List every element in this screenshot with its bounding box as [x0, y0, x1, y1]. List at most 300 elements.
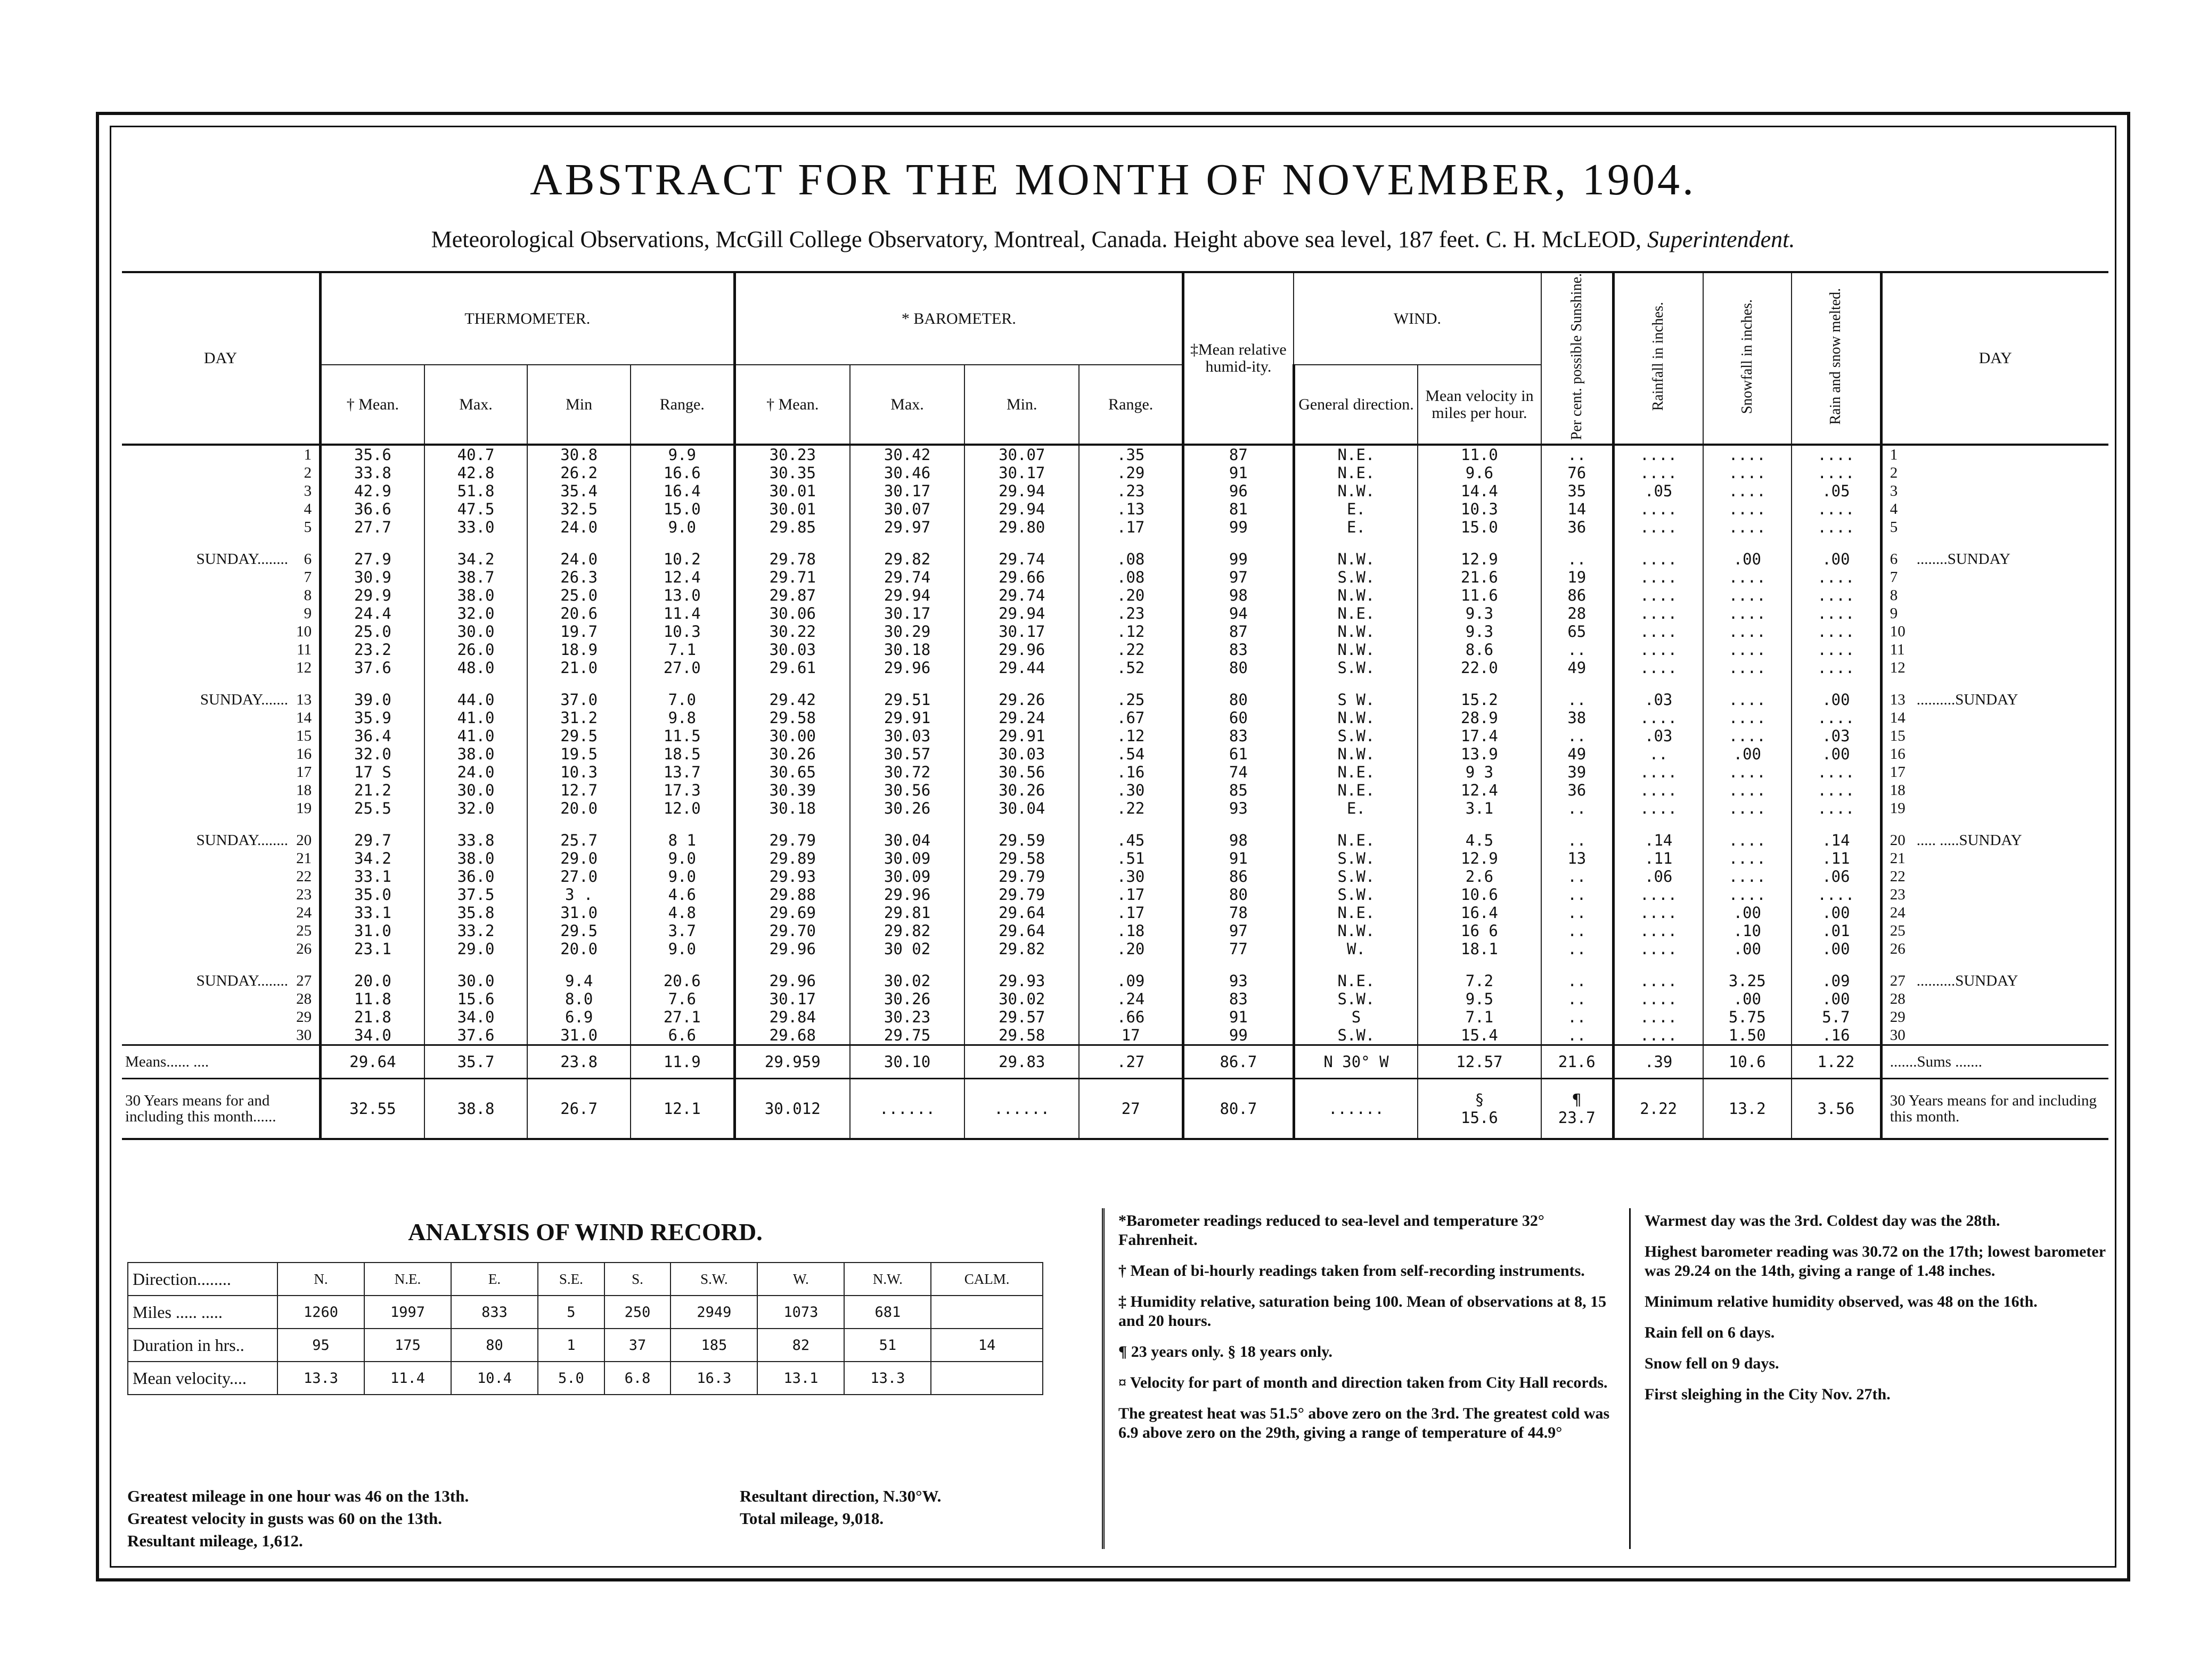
day-row — [122, 1008, 2108, 1026]
cell-t-min: 3 . — [527, 886, 631, 904]
cell-dir: S — [1294, 1008, 1418, 1026]
cell-snow: .... — [1703, 799, 1792, 817]
cell-hum: 86 — [1183, 867, 1294, 886]
header-t-mean: † Mean. — [321, 365, 424, 445]
day-number-right: 30 — [1890, 1027, 1906, 1044]
cell-b-max: 30.29 — [850, 622, 964, 641]
cell-hum: 85 — [1183, 781, 1294, 799]
cell-vel: 9.5 — [1418, 990, 1541, 1008]
cell-b-max: 30.57 — [850, 745, 964, 763]
cell-sun: .. — [1541, 922, 1614, 940]
cell-sun: 36 — [1541, 781, 1614, 799]
wind-notes-left — [127, 1485, 469, 1552]
cell-t-range: 18.5 — [631, 745, 734, 763]
cell-t-min: 19.5 — [527, 745, 631, 763]
wind-cell-duration: 80 — [451, 1329, 538, 1362]
cell-sun: .. — [1541, 972, 1614, 990]
cell-t-range: 27.1 — [631, 1008, 734, 1026]
day-row — [122, 781, 2108, 799]
total-mileage-note: Total mileage, 9,018. — [740, 1509, 884, 1528]
cell-melt: .00 — [1792, 745, 1881, 763]
cell-dir: N.E. — [1294, 464, 1418, 482]
wind-cell-duration: 14 — [931, 1329, 1043, 1362]
cell-t-max: 38.7 — [424, 568, 528, 586]
cell-b-mean: 30.35 — [734, 464, 850, 482]
cell-t-max: 47.5 — [424, 500, 528, 518]
cell-b-mean: 30.26 — [734, 745, 850, 763]
cell-t-range: 16.4 — [631, 482, 734, 500]
wind-cell-velocity: 11.4 — [364, 1362, 451, 1395]
cell-t-max: 37.6 — [424, 1026, 528, 1045]
cell-rain: .05 — [1613, 482, 1703, 500]
cell-b-mean: 29.84 — [734, 1008, 850, 1026]
day-label-right — [1881, 586, 2108, 604]
day-label-right — [1881, 781, 2108, 799]
cell-rain: .... — [1613, 568, 1703, 586]
day-number-right: 17 — [1890, 764, 1906, 781]
cell-hum: 60 — [1183, 709, 1294, 727]
header-t-range: Range. — [631, 365, 734, 445]
day-number-right: 10 — [1890, 623, 1906, 641]
years-label-right: 30 Years means for and including this month. — [1881, 1079, 2108, 1140]
cell-b-range: .52 — [1079, 659, 1183, 677]
remark-warmest: Warmest day was the 3rd. Coldest day was the 28th. — [1645, 1212, 2000, 1230]
cell-sun: 35 — [1541, 482, 1614, 500]
cell-dir: N.E. — [1294, 831, 1418, 849]
day-label — [122, 482, 321, 500]
day-label — [122, 763, 321, 781]
cell-rain: .... — [1613, 799, 1703, 817]
means-b-range: .27 — [1079, 1045, 1183, 1079]
footnote-mean: † Mean of bi-hourly readings taken from self-recording instruments. — [1118, 1262, 1585, 1280]
bottom-section — [122, 1208, 2108, 1560]
cell-sun: .. — [1541, 867, 1614, 886]
day-row — [122, 550, 2108, 568]
cell-t-min: 25.0 — [527, 586, 631, 604]
cell-b-range: .54 — [1079, 745, 1183, 763]
cell-snow: .... — [1703, 727, 1792, 745]
header-wind: WIND. — [1294, 272, 1541, 365]
cell-b-mean: 29.96 — [734, 940, 850, 958]
day-row — [122, 709, 2108, 727]
cell-vel: 15.2 — [1418, 691, 1541, 709]
cell-b-mean: 29.70 — [734, 922, 850, 940]
cell-t-max: 32.0 — [424, 604, 528, 622]
cell-t-mean: 33.1 — [321, 867, 424, 886]
cell-rain: .. — [1613, 745, 1703, 763]
cell-b-mean: 30.65 — [734, 763, 850, 781]
cell-b-min: 29.79 — [964, 886, 1079, 904]
day-row — [122, 799, 2108, 817]
day-label — [122, 904, 321, 922]
day-number-right: 6 — [1890, 551, 1898, 568]
cell-sun: .. — [1541, 727, 1614, 745]
cell-melt: .... — [1792, 659, 1881, 677]
cell-vel: 12.4 — [1418, 781, 1541, 799]
cell-b-max: 30.46 — [850, 464, 964, 482]
cell-b-range: .22 — [1079, 641, 1183, 659]
means-t-min: 23.8 — [527, 1045, 631, 1079]
cell-b-min: 29.57 — [964, 1008, 1079, 1026]
sunday-label-right: ........SUNDAY — [1916, 551, 2010, 568]
day-label — [122, 972, 321, 990]
cell-hum: 99 — [1183, 1026, 1294, 1045]
cell-b-range: .08 — [1079, 550, 1183, 568]
cell-b-min: 29.74 — [964, 586, 1079, 604]
day-row — [122, 972, 2108, 990]
day-number: 15 — [296, 727, 312, 745]
cell-t-min: 31.0 — [527, 1026, 631, 1045]
day-row — [122, 849, 2108, 867]
cell-t-range: 16.6 — [631, 464, 734, 482]
day-row — [122, 831, 2108, 849]
cell-b-range: .30 — [1079, 867, 1183, 886]
cell-t-min: 6.9 — [527, 1008, 631, 1026]
cell-vel: 18.1 — [1418, 940, 1541, 958]
wind-row-label: Mean velocity.... — [128, 1362, 277, 1395]
day-number: 13 — [296, 691, 312, 709]
cell-dir: N.E. — [1294, 763, 1418, 781]
day-number: 1 — [304, 446, 312, 464]
day-label — [122, 940, 321, 958]
cell-snow: .00 — [1703, 550, 1792, 568]
day-number: 9 — [304, 605, 312, 622]
day-number: 27 — [296, 972, 312, 990]
sunday-label: SUNDAY........ — [196, 551, 289, 568]
day-row — [122, 990, 2108, 1008]
day-number: 28 — [296, 990, 312, 1008]
day-label — [122, 691, 321, 709]
cell-snow: .... — [1703, 849, 1792, 867]
cell-hum: 99 — [1183, 550, 1294, 568]
day-number: 3 — [304, 482, 312, 500]
years-t-max: 38.8 — [424, 1079, 528, 1140]
row-spacer — [122, 677, 2108, 691]
cell-dir: N.W. — [1294, 922, 1418, 940]
cell-sun: 14 — [1541, 500, 1614, 518]
cell-hum: 87 — [1183, 445, 1294, 464]
cell-vel: 8.6 — [1418, 641, 1541, 659]
means-t-range: 11.9 — [631, 1045, 734, 1079]
cell-melt: .05 — [1792, 482, 1881, 500]
footnote-years: ¶ 23 years only. § 18 years only. — [1118, 1343, 1333, 1361]
cell-sun: 19 — [1541, 568, 1614, 586]
cell-b-max: 30.72 — [850, 763, 964, 781]
header-t-max: Max. — [424, 365, 528, 445]
cell-melt: .00 — [1792, 940, 1881, 958]
cell-t-range: 7.0 — [631, 691, 734, 709]
day-number-right: 26 — [1890, 940, 1906, 958]
cell-b-max: 30.18 — [850, 641, 964, 659]
cell-t-max: 48.0 — [424, 659, 528, 677]
day-number: 23 — [296, 886, 312, 904]
cell-t-range: 12.4 — [631, 568, 734, 586]
cell-b-max: 29.97 — [850, 518, 964, 536]
header-humidity: ‡Mean relative humid-ity. — [1183, 272, 1294, 445]
sunday-label-right: ..... .....SUNDAY — [1916, 832, 2022, 849]
day-row — [122, 500, 2108, 518]
footnote-humidity: ‡ Humidity relative, saturation being 100. Mean of observations at 8, 15 and 20 hours. — [1118, 1293, 1607, 1330]
cell-vel: 15.4 — [1418, 1026, 1541, 1045]
cell-t-mean: 33.1 — [321, 904, 424, 922]
cell-b-max: 30.56 — [850, 781, 964, 799]
cell-t-min: 25.7 — [527, 831, 631, 849]
cell-t-range: 9.0 — [631, 867, 734, 886]
cell-dir: N.W. — [1294, 550, 1418, 568]
cell-dir: N.W. — [1294, 709, 1418, 727]
wind-row-miles — [128, 1296, 1043, 1329]
day-label-right — [1881, 922, 2108, 940]
cell-melt: .... — [1792, 622, 1881, 641]
cell-b-min: 30.07 — [964, 445, 1079, 464]
day-number: 6 — [304, 551, 312, 568]
cell-t-range: 13.0 — [631, 586, 734, 604]
cell-t-max: 32.0 — [424, 799, 528, 817]
day-label-right — [1881, 500, 2108, 518]
cell-b-max: 30.07 — [850, 500, 964, 518]
cell-sun: .. — [1541, 904, 1614, 922]
day-label-right — [1881, 482, 2108, 500]
cell-b-mean: 30.03 — [734, 641, 850, 659]
day-label-right — [1881, 604, 2108, 622]
cell-t-max: 38.0 — [424, 745, 528, 763]
cell-hum: 80 — [1183, 691, 1294, 709]
cell-rain: .... — [1613, 709, 1703, 727]
wind-analysis-table — [127, 1262, 1043, 1395]
cell-b-range: .35 — [1079, 445, 1183, 464]
cell-dir: E. — [1294, 799, 1418, 817]
day-number: 17 — [296, 764, 312, 781]
means-direction: N 30° W — [1294, 1045, 1418, 1079]
day-number-right: 2 — [1890, 464, 1898, 482]
cell-snow: .... — [1703, 831, 1792, 849]
cell-b-mean: 29.61 — [734, 659, 850, 677]
years-t-mean: 32.55 — [321, 1079, 424, 1140]
cell-rain: .... — [1613, 940, 1703, 958]
day-row — [122, 622, 2108, 641]
day-row — [122, 604, 2108, 622]
cell-t-max: 30.0 — [424, 622, 528, 641]
wind-cell-miles: 2949 — [670, 1296, 757, 1329]
cell-vel: 4.5 — [1418, 831, 1541, 849]
day-label — [122, 586, 321, 604]
cell-b-min: 29.94 — [964, 604, 1079, 622]
cell-melt: .... — [1792, 500, 1881, 518]
cell-vel: 9.6 — [1418, 464, 1541, 482]
cell-t-max: 30.0 — [424, 781, 528, 799]
day-number-right: 28 — [1890, 990, 1906, 1008]
wind-cell-miles — [931, 1296, 1043, 1329]
cell-sun: .. — [1541, 940, 1614, 958]
cell-t-max: 26.0 — [424, 641, 528, 659]
day-row — [122, 691, 2108, 709]
cell-b-min: 29.94 — [964, 482, 1079, 500]
cell-t-min: 31.0 — [527, 904, 631, 922]
years-b-max: ...... — [850, 1079, 964, 1140]
cell-vel: 22.0 — [1418, 659, 1541, 677]
day-label-right — [1881, 518, 2108, 536]
day-number-right: 22 — [1890, 868, 1906, 886]
cell-hum: 83 — [1183, 990, 1294, 1008]
cell-dir: S.W. — [1294, 659, 1418, 677]
cell-b-max: 30.17 — [850, 604, 964, 622]
day-label — [122, 745, 321, 763]
cell-vel: 10.6 — [1418, 886, 1541, 904]
header-b-min: Min. — [964, 365, 1079, 445]
cell-t-range: 7.1 — [631, 641, 734, 659]
cell-t-range: 8 1 — [631, 831, 734, 849]
cell-melt: .... — [1792, 641, 1881, 659]
cell-dir: S.W. — [1294, 568, 1418, 586]
years-t-range: 12.1 — [631, 1079, 734, 1140]
means-b-mean: 29.959 — [734, 1045, 850, 1079]
cell-b-min: 29.80 — [964, 518, 1079, 536]
means-snowfall: 10.6 — [1703, 1045, 1792, 1079]
cell-rain: .... — [1613, 990, 1703, 1008]
cell-rain: .... — [1613, 886, 1703, 904]
cell-dir: N.E. — [1294, 904, 1418, 922]
cell-b-mean: 29.79 — [734, 831, 850, 849]
day-number: 4 — [304, 501, 312, 518]
day-label — [122, 990, 321, 1008]
cell-t-min: 37.0 — [527, 691, 631, 709]
day-row — [122, 940, 2108, 958]
cell-rain: .... — [1613, 641, 1703, 659]
wind-cell-duration: 175 — [364, 1329, 451, 1362]
observations-table — [122, 271, 2108, 1140]
cell-b-range: .24 — [1079, 990, 1183, 1008]
cell-t-max: 30.0 — [424, 972, 528, 990]
cell-b-mean: 30.17 — [734, 990, 850, 1008]
wind-cell-velocity: 5.0 — [538, 1362, 604, 1395]
day-number-right: 29 — [1890, 1009, 1906, 1026]
cell-sun: .. — [1541, 641, 1614, 659]
day-label — [122, 781, 321, 799]
cell-snow: .... — [1703, 641, 1792, 659]
cell-t-min: 9.4 — [527, 972, 631, 990]
cell-vel: 11.0 — [1418, 445, 1541, 464]
cell-rain: .... — [1613, 972, 1703, 990]
cell-t-min: 10.3 — [527, 763, 631, 781]
years-velocity: 15.6 — [1461, 1109, 1498, 1127]
cell-snow: .... — [1703, 604, 1792, 622]
cell-b-mean: 30.23 — [734, 445, 850, 464]
cell-b-range: .45 — [1079, 831, 1183, 849]
cell-rain: .03 — [1613, 691, 1703, 709]
day-label — [122, 622, 321, 641]
cell-hum: 96 — [1183, 482, 1294, 500]
cell-t-mean: 27.9 — [321, 550, 424, 568]
daily-rows — [122, 445, 2108, 1045]
subtitle-signature: Superintendent. — [1647, 226, 1795, 252]
wind-cell-duration: 37 — [604, 1329, 671, 1362]
cell-t-max: 33.2 — [424, 922, 528, 940]
day-number-right: 18 — [1890, 782, 1906, 799]
wind-cell-miles: 1260 — [277, 1296, 364, 1329]
day-label-right — [1881, 727, 2108, 745]
cell-hum: 98 — [1183, 831, 1294, 849]
cell-t-min: 19.7 — [527, 622, 631, 641]
cell-t-range: 9.9 — [631, 445, 734, 464]
cell-snow: .... — [1703, 445, 1792, 464]
years-humidity: 80.7 — [1183, 1079, 1294, 1140]
cell-t-max: 34.2 — [424, 550, 528, 568]
cell-dir: S.W. — [1294, 1026, 1418, 1045]
day-number-right: 7 — [1890, 569, 1898, 586]
cell-rain: .... — [1613, 550, 1703, 568]
day-label — [122, 709, 321, 727]
wind-cell-miles: 833 — [451, 1296, 538, 1329]
day-number: 8 — [304, 587, 312, 604]
day-row — [122, 482, 2108, 500]
cell-snow: 5.75 — [1703, 1008, 1792, 1026]
cell-rain: .11 — [1613, 849, 1703, 867]
cell-t-min: 35.4 — [527, 482, 631, 500]
remarks — [1629, 1208, 2113, 1549]
cell-b-max: 30.09 — [850, 849, 964, 867]
cell-t-range: 17.3 — [631, 781, 734, 799]
cell-melt: .... — [1792, 568, 1881, 586]
cell-t-mean: 25.5 — [321, 799, 424, 817]
cell-t-min: 30.8 — [527, 445, 631, 464]
cell-vel: 9 3 — [1418, 763, 1541, 781]
cell-b-range: .13 — [1079, 500, 1183, 518]
cell-t-min: 29.5 — [527, 727, 631, 745]
day-row — [122, 727, 2108, 745]
cell-melt: .00 — [1792, 550, 1881, 568]
cell-snow: .... — [1703, 500, 1792, 518]
cell-vel: 2.6 — [1418, 867, 1541, 886]
cell-t-mean: 34.2 — [321, 849, 424, 867]
cell-snow: .... — [1703, 763, 1792, 781]
cell-b-max: 30.09 — [850, 867, 964, 886]
cell-b-min: 29.58 — [964, 849, 1079, 867]
cell-t-mean: 21.8 — [321, 1008, 424, 1026]
day-number: 11 — [297, 641, 312, 659]
cell-t-mean: 17 S — [321, 763, 424, 781]
cell-melt: .16 — [1792, 1026, 1881, 1045]
cell-t-mean: 21.2 — [321, 781, 424, 799]
years-b-min: ...... — [964, 1079, 1079, 1140]
wind-cell-duration: 82 — [757, 1329, 844, 1362]
cell-snow: .... — [1703, 709, 1792, 727]
cell-hum: 87 — [1183, 622, 1294, 641]
cell-b-max: 29.91 — [850, 709, 964, 727]
remark-snow: Snow fell on 9 days. — [1645, 1355, 1779, 1372]
cell-t-mean: 37.6 — [321, 659, 424, 677]
thirty-year-row — [122, 1079, 2108, 1140]
cell-b-max: 30.26 — [850, 799, 964, 817]
header-day-right: DAY — [1881, 272, 2108, 445]
cell-b-min: 29.91 — [964, 727, 1079, 745]
day-number-right: 8 — [1890, 587, 1898, 604]
cell-b-max: 29.96 — [850, 886, 964, 904]
cell-vel: 7.2 — [1418, 972, 1541, 990]
cell-melt: .... — [1792, 709, 1881, 727]
day-label-right — [1881, 849, 2108, 867]
cell-hum: 97 — [1183, 568, 1294, 586]
day-number: 29 — [296, 1009, 312, 1026]
cell-b-max: 30.42 — [850, 445, 964, 464]
cell-b-max: 29.75 — [850, 1026, 964, 1045]
day-number: 20 — [296, 832, 312, 849]
wind-cell-direction: S.E. — [538, 1263, 604, 1296]
day-label-right — [1881, 972, 2108, 990]
cell-t-range: 9.0 — [631, 940, 734, 958]
cell-t-min: 20.0 — [527, 799, 631, 817]
cell-sun: .. — [1541, 445, 1614, 464]
day-row — [122, 445, 2108, 464]
